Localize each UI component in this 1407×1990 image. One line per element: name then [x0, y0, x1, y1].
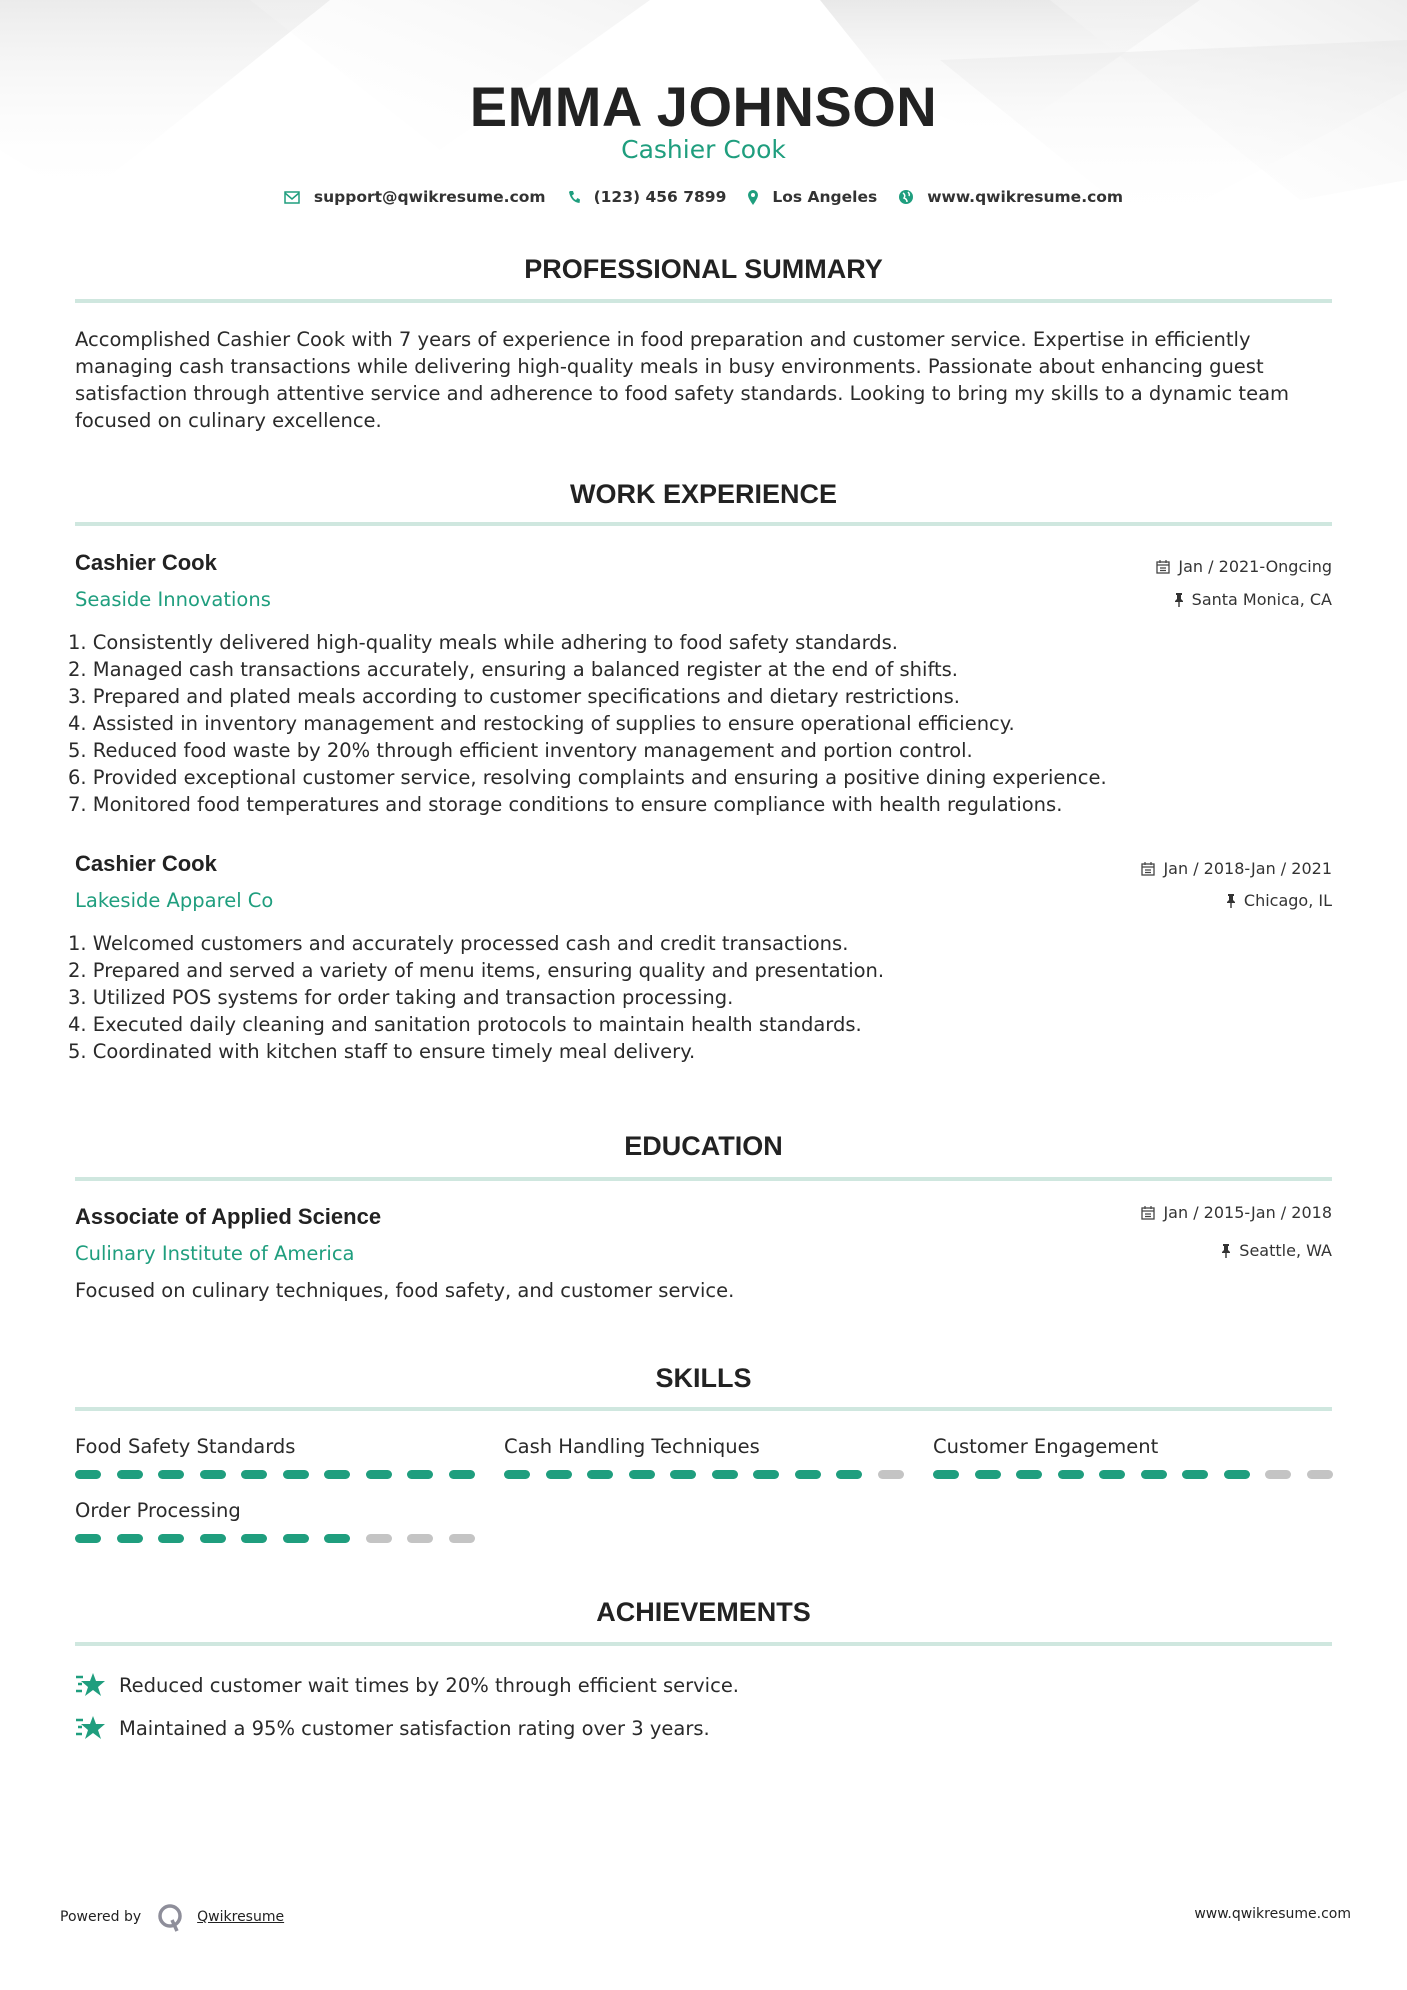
candidate-name: EMMA JOHNSON	[469, 75, 938, 138]
job-bullets	[68, 930, 1358, 1065]
skill-dot-empty	[366, 1534, 392, 1543]
skill-dot-filled	[200, 1534, 226, 1543]
calendar-icon	[1141, 1206, 1155, 1220]
envelope-icon	[284, 191, 300, 204]
skill-dot-filled	[546, 1470, 572, 1479]
dates-text: Jan / 2018-Jan / 2021	[1163, 859, 1332, 878]
skill-name: Customer Engagement	[933, 1435, 1159, 1458]
list-item: 4. Assisted in inventory management and restocking of supplies to ensure operational efficiency.	[68, 712, 1015, 735]
skill-dot-filled	[324, 1534, 350, 1543]
skill-dot-filled	[407, 1470, 433, 1479]
list-item: 2. Prepared and served a variety of menu items, ensuring quality and presentation.	[68, 959, 885, 982]
skill-dot-filled	[324, 1470, 350, 1479]
skill-dot-empty	[1307, 1470, 1333, 1479]
achievement-text: Maintained a 95% customer satisfaction rating over 3 years.	[119, 1716, 710, 1740]
calendar-icon	[1156, 560, 1170, 574]
education-dates	[1141, 1203, 1332, 1222]
skill-item	[504, 1435, 904, 1479]
list-item: 1. Consistently delivered high-quality meals while adhering to food safety standards.	[68, 631, 899, 654]
section-divider	[75, 522, 1332, 526]
skill-dot-filled	[1016, 1470, 1042, 1479]
skill-item	[75, 1435, 475, 1479]
phone-icon	[568, 190, 580, 204]
footer-powered-by	[60, 1902, 284, 1932]
pushpin-icon	[1221, 1244, 1231, 1258]
footer-website[interactable]: www.qwikresume.com	[1194, 1906, 1351, 1922]
powered-by-label: Powered by	[60, 1909, 142, 1925]
job-dates	[1141, 859, 1332, 878]
website-text: www.qwikresume.com	[927, 188, 1124, 206]
skill-dot-filled	[117, 1534, 143, 1543]
section-divider	[75, 1642, 1332, 1646]
contact-bar	[0, 188, 1407, 206]
job-dates	[1156, 557, 1332, 576]
skill-dot-empty	[449, 1534, 475, 1543]
skill-dot-filled	[158, 1470, 184, 1479]
skill-dot-filled	[241, 1470, 267, 1479]
list-item: 4. Executed daily cleaning and sanitation protocols to maintain health standards.	[68, 1013, 862, 1036]
education-description: Focused on culinary techniques, food safety, and customer service.	[75, 1279, 735, 1302]
pushpin-icon	[1174, 593, 1184, 607]
job-location	[1226, 891, 1332, 910]
skill-dot-filled	[1182, 1470, 1208, 1479]
skill-dot-filled	[75, 1470, 101, 1479]
skill-dot-filled	[933, 1470, 959, 1479]
skill-item	[933, 1435, 1333, 1479]
skill-rating	[933, 1470, 1333, 1479]
phone-text: (123) 456 7899	[593, 188, 727, 206]
skill-dot-filled	[449, 1470, 475, 1479]
star-icon	[75, 1714, 107, 1742]
contact-website[interactable]	[899, 188, 1123, 206]
summary-text: Accomplished Cashier Cook with 7 years of experience in food preparation and customer service. Expertise in efficiently managing cash transactions while delivering high-quality meals in busy environments. Passionate about enhancing guest satisfaction through attentive service and adherence to food safety standards. Looking to bring my skills to a dynamic team focused on culinary excellence.	[75, 328, 1290, 432]
section-heading-education: EDUCATION	[624, 1131, 783, 1161]
skill-dot-filled	[795, 1470, 821, 1479]
dates-text: Jan / 2021-Ongcing	[1178, 557, 1332, 576]
skill-rating	[75, 1534, 475, 1543]
achievement-text: Reduced customer wait times by 20% through efficient service.	[119, 1673, 740, 1697]
achievement-item	[75, 1714, 710, 1742]
location-text: Chicago, IL	[1243, 891, 1332, 910]
contact-phone[interactable]	[568, 188, 727, 206]
contact-location	[748, 188, 877, 206]
list-item: 5. Coordinated with kitchen staff to ensure timely meal delivery.	[68, 1040, 696, 1063]
globe-icon	[899, 190, 913, 204]
list-item: 2. Managed cash transactions accurately, ensuring a balanced register at the end of shifts.	[68, 658, 958, 681]
star-icon	[75, 1671, 107, 1699]
list-item: 1. Welcomed customers and accurately processed cash and credit transactions.	[68, 932, 849, 955]
skill-dot-filled	[200, 1470, 226, 1479]
skill-dot-filled	[1141, 1470, 1167, 1479]
achievement-item	[75, 1671, 739, 1699]
skill-item	[75, 1499, 475, 1543]
job-title: Cashier Cook	[75, 851, 217, 876]
skill-dot-filled	[283, 1470, 309, 1479]
contact-email[interactable]	[284, 188, 546, 206]
skill-name: Cash Handling Techniques	[504, 1435, 760, 1458]
section-divider	[75, 1407, 1332, 1411]
skill-dot-filled	[836, 1470, 862, 1479]
skill-name: Food Safety Standards	[75, 1435, 296, 1458]
skill-dot-filled	[753, 1470, 779, 1479]
skill-dot-filled	[241, 1534, 267, 1543]
degree-title: Associate of Applied Science	[75, 1204, 382, 1229]
skill-dot-filled	[504, 1470, 530, 1479]
skill-dot-filled	[117, 1470, 143, 1479]
job-company: Lakeside Apparel Co	[75, 889, 274, 912]
map-pin-icon	[748, 190, 758, 205]
location-text: Seattle, WA	[1239, 1241, 1332, 1260]
pushpin-icon	[1226, 894, 1236, 908]
skill-dot-filled	[1099, 1470, 1125, 1479]
skill-dot-empty	[878, 1470, 904, 1479]
job-bullets	[68, 629, 1358, 818]
skill-dot-filled	[75, 1534, 101, 1543]
section-heading-achievements: ACHIEVEMENTS	[596, 1597, 811, 1627]
skill-dot-filled	[158, 1534, 184, 1543]
calendar-icon	[1141, 862, 1155, 876]
skill-dot-empty	[407, 1534, 433, 1543]
skill-rating	[504, 1470, 904, 1479]
skill-dot-filled	[366, 1470, 392, 1479]
list-item: 5. Reduced food waste by 20% through efficient inventory management and portion control.	[68, 739, 973, 762]
skill-dot-empty	[1265, 1470, 1291, 1479]
school-name: Culinary Institute of America	[75, 1242, 355, 1265]
job-title: Cashier Cook	[75, 550, 217, 575]
section-heading-experience: WORK EXPERIENCE	[569, 479, 838, 509]
qwikresume-logo-icon	[155, 1902, 185, 1932]
section-heading-summary: PROFESSIONAL SUMMARY	[524, 254, 883, 284]
skill-name: Order Processing	[75, 1499, 241, 1522]
qwikresume-link[interactable]: Qwikresume	[197, 1909, 285, 1925]
location-text: Los Angeles	[772, 188, 878, 206]
skill-dot-filled	[1224, 1470, 1250, 1479]
skill-dot-filled	[670, 1470, 696, 1479]
skill-dot-filled	[629, 1470, 655, 1479]
section-divider	[75, 1177, 1332, 1181]
candidate-title: Cashier Cook	[621, 135, 786, 164]
section-divider	[75, 299, 1332, 303]
education-location	[1221, 1241, 1332, 1260]
section-heading-skills: SKILLS	[655, 1363, 752, 1393]
skill-dot-filled	[587, 1470, 613, 1479]
dates-text: Jan / 2015-Jan / 2018	[1163, 1203, 1332, 1222]
list-item: 7. Monitored food temperatures and storage conditions to ensure compliance with health regulations.	[68, 793, 1063, 816]
skill-dot-filled	[975, 1470, 1001, 1479]
location-text: Santa Monica, CA	[1191, 590, 1332, 609]
skill-dot-filled	[1058, 1470, 1084, 1479]
skill-dot-filled	[712, 1470, 738, 1479]
list-item: 6. Provided exceptional customer service, resolving complaints and ensuring a positive dining experience.	[68, 766, 1107, 789]
job-company: Seaside Innovations	[75, 588, 271, 611]
list-item: 3. Utilized POS systems for order taking and transaction processing.	[68, 986, 734, 1009]
skill-rating	[75, 1470, 475, 1479]
job-location	[1174, 590, 1332, 609]
email-text: support@qwikresume.com	[313, 188, 546, 206]
skill-dot-filled	[283, 1534, 309, 1543]
list-item: 3. Prepared and plated meals according to customer specifications and dietary restrictions.	[68, 685, 961, 708]
